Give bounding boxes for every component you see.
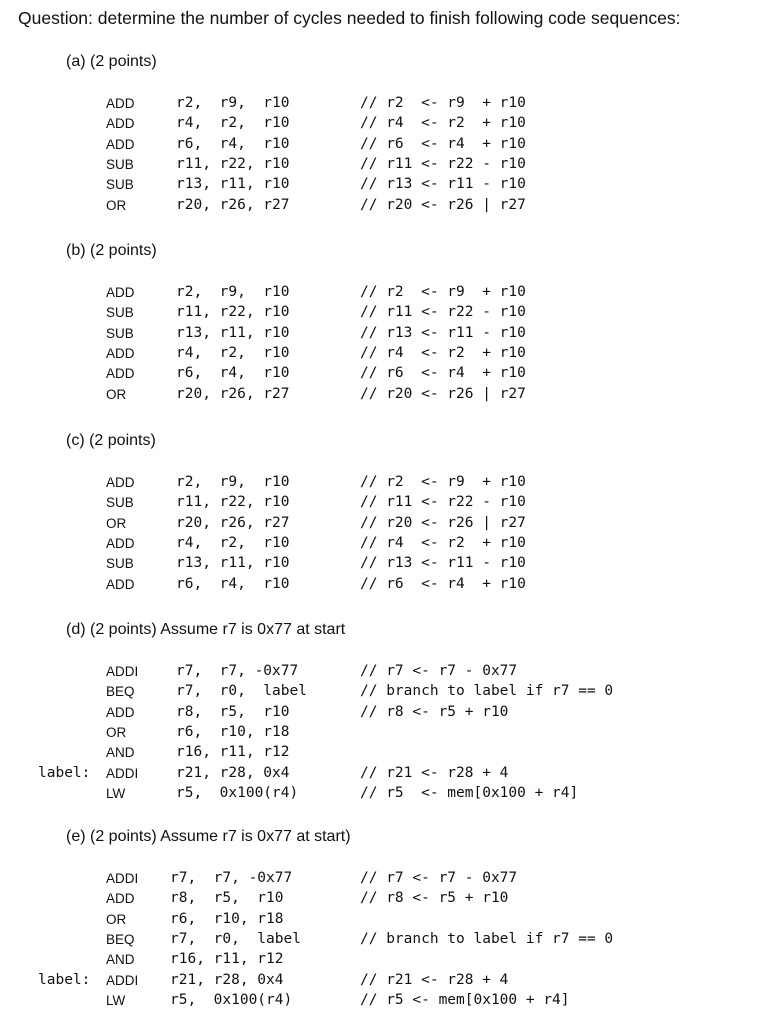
instruction-comment: // r5 <- mem[0x100 + r4] [360, 991, 570, 1008]
instruction-operands: r7, r7, -0x77 [176, 663, 299, 679]
section-title: (a) (2 points) [66, 53, 157, 70]
section-title: (e) (2 points) Assume r7 is 0x77 at start) [66, 828, 351, 845]
instruction-comment: // r4 <- r2 + r10 [360, 534, 526, 551]
instruction-opcode: SUB [106, 177, 134, 193]
instruction-operands: r11, r22, r10 [176, 155, 290, 172]
question-heading: Question: determine the number of cycles needed to finish following code sequences: [18, 8, 681, 28]
instruction-opcode: OR [106, 724, 127, 740]
instruction-opcode: SUB [106, 556, 134, 572]
instruction-opcode: ADD [106, 475, 135, 490]
instruction-comment: // r13 <- r11 - r10 [360, 555, 526, 572]
instruction-operands: r7, r7, -0x77 [170, 870, 293, 886]
instruction-comment: // r5 <- mem[0x100 + r4] [360, 784, 579, 801]
instruction-operands: r13, r11, r10 [176, 324, 290, 341]
instruction-opcode: ADD [106, 366, 135, 382]
instruction-opcode: ADD [106, 704, 135, 720]
instruction-comment: // r13 <- r11 - r10 [360, 176, 526, 193]
instruction-operands: r2, r9, r10 [176, 95, 290, 111]
instruction-comment: // branch to label if r7 == 0 [360, 683, 614, 700]
instruction-operands: r8, r5, r10 [176, 703, 290, 720]
instruction-operands: r7, r0, label [176, 683, 307, 700]
instruction-comment: // branch to label if r7 == 0 [360, 930, 614, 947]
instruction-operands: r21, r28, 0x4 [170, 971, 284, 988]
instruction-opcode: ADD [106, 535, 135, 551]
instruction-operands: r16, r11, r12 [176, 744, 290, 761]
instruction-comment: // r4 <- r2 + r10 [360, 115, 526, 132]
section-title: (b) (2 points) [66, 242, 157, 259]
instruction-operands: r5, 0x100(r4) [170, 991, 293, 1008]
instruction-comment: // r7 <- r7 - 0x77 [360, 663, 518, 679]
instruction-opcode: OR [106, 515, 127, 531]
instruction-operands: r5, 0x100(r4) [176, 784, 299, 801]
instruction-opcode: ADDI [106, 972, 139, 988]
instruction-operands: r6, r10, r18 [170, 910, 284, 927]
instruction-opcode: AND [106, 952, 135, 968]
instruction-comment: // r6 <- r4 + r10 [360, 365, 526, 382]
instruction-operands: r20, r26, r27 [176, 196, 290, 213]
instruction-opcode: OR [106, 197, 127, 213]
instruction-opcode: OR [106, 386, 127, 402]
instruction-operands: r2, r9, r10 [176, 284, 290, 300]
instruction-opcode: SUB [106, 495, 134, 511]
instruction-comment: // r21 <- r28 + 4 [360, 764, 509, 781]
instruction-opcode: ADDI [106, 664, 139, 679]
instruction-comment: // r11 <- r22 - r10 [360, 155, 526, 172]
code-label: label: [38, 971, 91, 988]
instruction-opcode: ADD [106, 136, 135, 152]
instruction-comment: // r8 <- r5 + r10 [360, 890, 509, 907]
instruction-comment: // r11 <- r22 - r10 [360, 304, 526, 321]
instruction-comment: // r8 <- r5 + r10 [360, 703, 509, 720]
instruction-comment: // r7 <- r7 - 0x77 [360, 870, 518, 886]
instruction-operands: r7, r0, label [170, 930, 301, 947]
instruction-operands: r8, r5, r10 [170, 890, 284, 907]
instruction-opcode: BEQ [106, 931, 135, 947]
instruction-operands: r11, r22, r10 [176, 494, 290, 511]
instruction-opcode: OR [106, 911, 127, 927]
instruction-operands: r2, r9, r10 [176, 474, 290, 490]
instruction-opcode: ADD [106, 576, 135, 592]
instruction-operands: r4, r2, r10 [176, 115, 290, 132]
section-title: (d) (2 points) Assume r7 is 0x77 at start [66, 621, 346, 638]
instruction-operands: r6, r4, r10 [176, 365, 290, 382]
instruction-opcode: ADD [106, 285, 135, 300]
instruction-operands: r6, r4, r10 [176, 575, 290, 592]
instruction-opcode: BEQ [106, 684, 135, 700]
instruction-comment: // r6 <- r4 + r10 [360, 135, 526, 152]
instruction-opcode: ADD [106, 891, 135, 907]
instruction-opcode: ADD [106, 96, 135, 111]
instruction-opcode: ADD [106, 116, 135, 132]
instruction-operands: r6, r4, r10 [176, 135, 290, 152]
instruction-comment: // r20 <- r26 | r27 [360, 385, 526, 402]
instruction-operands: r21, r28, 0x4 [176, 764, 290, 781]
code-label: label: [38, 764, 91, 781]
instruction-opcode: SUB [106, 325, 134, 341]
instruction-opcode: ADD [106, 345, 135, 361]
instruction-opcode: LW [106, 992, 126, 1008]
instruction-operands: r13, r11, r10 [176, 176, 290, 193]
instruction-comment: // r11 <- r22 - r10 [360, 494, 526, 511]
instruction-opcode: SUB [106, 305, 134, 321]
instruction-comment: // r2 <- r9 + r10 [360, 474, 526, 490]
instruction-comment: // r4 <- r2 + r10 [360, 344, 526, 361]
instruction-operands: r16, r11, r12 [170, 951, 284, 968]
instruction-operands: r6, r10, r18 [176, 723, 290, 740]
instruction-comment: // r13 <- r11 - r10 [360, 324, 526, 341]
instruction-comment: // r21 <- r28 + 4 [360, 971, 509, 988]
instruction-comment: // r20 <- r26 | r27 [360, 514, 526, 531]
instruction-opcode: ADDI [106, 871, 139, 886]
instruction-comment: // r2 <- r9 + r10 [360, 284, 526, 300]
section-title: (c) (2 points) [66, 432, 156, 449]
instruction-operands: r13, r11, r10 [176, 555, 290, 572]
instruction-operands: r20, r26, r27 [176, 514, 290, 531]
instruction-comment: // r2 <- r9 + r10 [360, 95, 526, 111]
instruction-opcode: AND [106, 745, 135, 761]
instruction-opcode: ADDI [106, 765, 139, 781]
instruction-opcode: SUB [106, 156, 134, 172]
instruction-operands: r4, r2, r10 [176, 344, 290, 361]
instruction-comment: // r20 <- r26 | r27 [360, 196, 526, 213]
instruction-opcode: LW [106, 785, 126, 801]
instruction-operands: r20, r26, r27 [176, 385, 290, 402]
instruction-comment: // r6 <- r4 + r10 [360, 575, 526, 592]
instruction-operands: r4, r2, r10 [176, 534, 290, 551]
instruction-operands: r11, r22, r10 [176, 304, 290, 321]
